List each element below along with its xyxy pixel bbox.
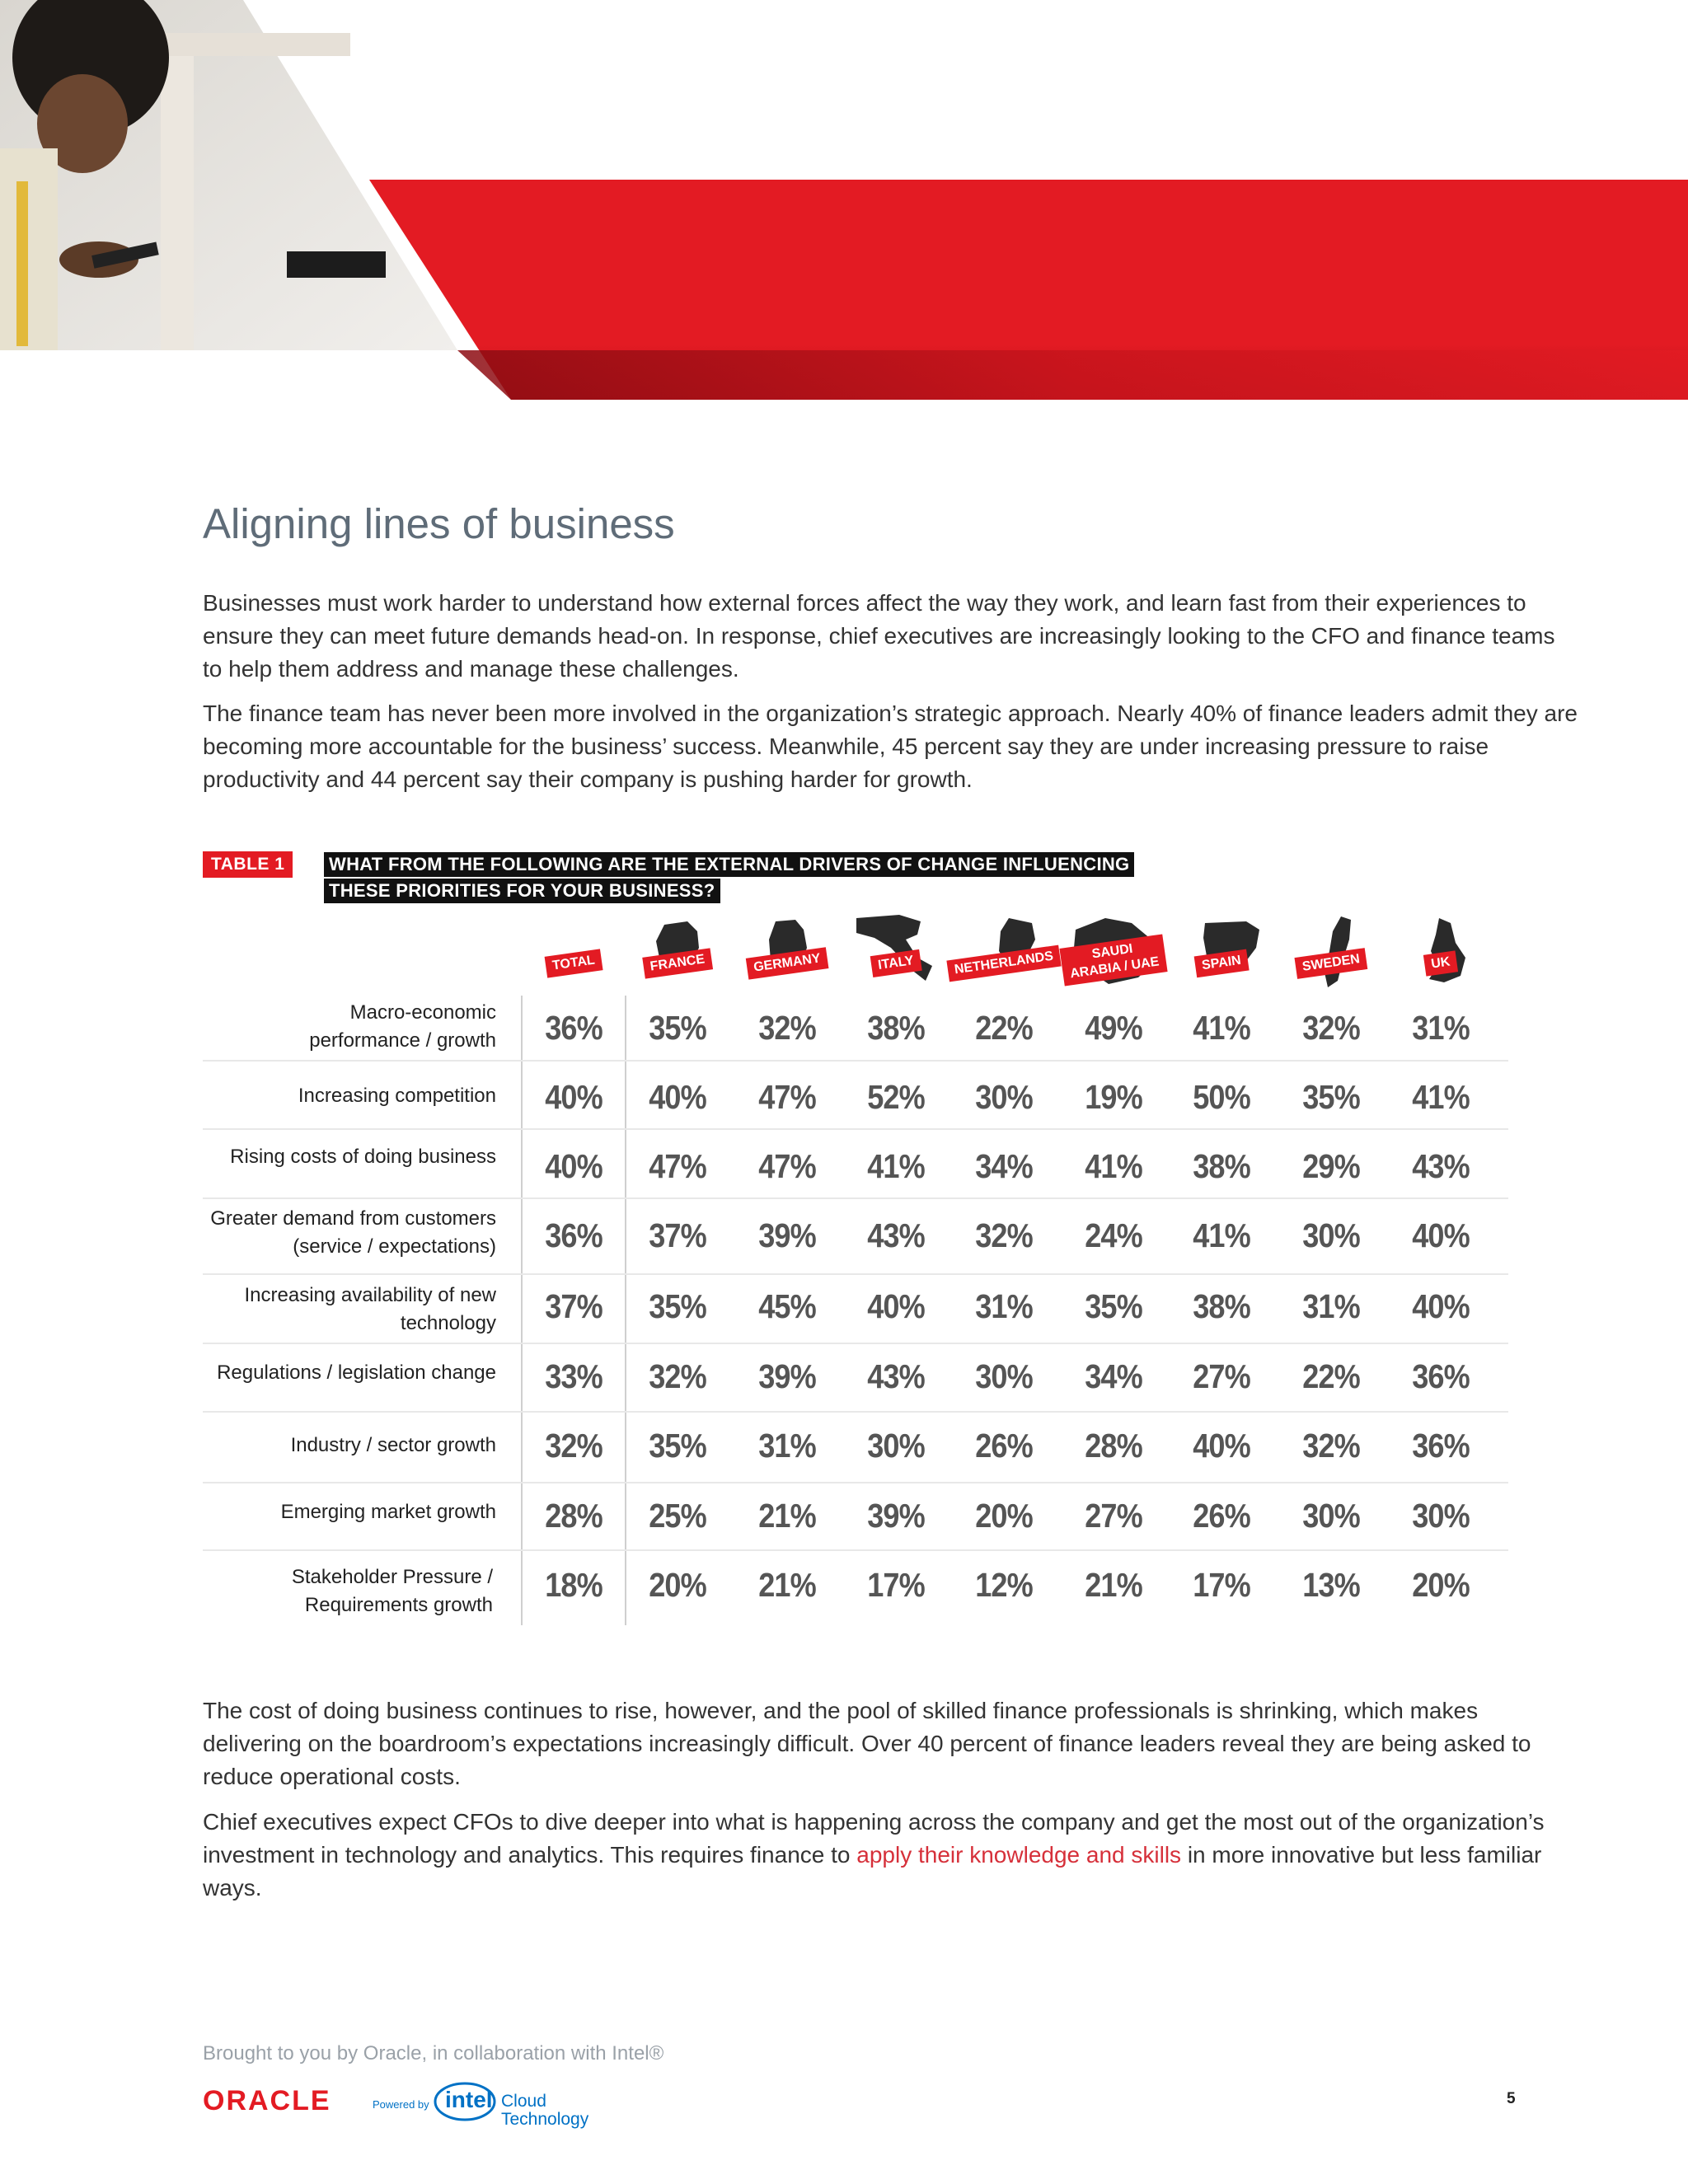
- table-cell: 41%: [1193, 1216, 1250, 1254]
- table-cell: 40%: [649, 1078, 706, 1116]
- column-saudi-uae: [1059, 915, 1168, 989]
- table-cell: 37%: [545, 1287, 603, 1325]
- table-cell: 30%: [867, 1427, 925, 1465]
- column-netherlands: [950, 915, 1058, 989]
- column-total: [519, 915, 628, 989]
- table-cell: 30%: [975, 1078, 1033, 1116]
- table-cell: 30%: [1302, 1497, 1360, 1535]
- table-cell: 41%: [867, 1147, 925, 1185]
- column-uk: [1386, 915, 1495, 989]
- table-cell: 41%: [1085, 1147, 1142, 1185]
- table-cell: 26%: [1193, 1497, 1250, 1535]
- table-cell: 21%: [758, 1566, 816, 1604]
- label-divider-line: [521, 996, 523, 1625]
- table-cell: 22%: [975, 1009, 1033, 1047]
- column-label: TOTAL: [545, 949, 603, 977]
- row-separator: [203, 1411, 1508, 1413]
- table-cell: 31%: [758, 1427, 816, 1465]
- table-cell: 39%: [758, 1216, 816, 1254]
- table-cell: 47%: [649, 1147, 706, 1185]
- table-cell: 43%: [867, 1357, 925, 1395]
- table-cell: 17%: [1193, 1566, 1250, 1604]
- table-cell: 39%: [867, 1497, 925, 1535]
- table-cell: 35%: [1085, 1287, 1142, 1325]
- column-sweden: [1277, 915, 1386, 989]
- column-label: UK: [1423, 950, 1458, 976]
- table-cell: 47%: [758, 1078, 816, 1116]
- table-cell: 21%: [1085, 1566, 1142, 1604]
- table-cell: 22%: [1302, 1357, 1360, 1395]
- table-cell: 45%: [758, 1287, 816, 1325]
- table-cell: 49%: [1085, 1009, 1142, 1047]
- table-cell: 31%: [1412, 1009, 1470, 1047]
- table-cell: 39%: [758, 1357, 816, 1395]
- table-cell: 36%: [545, 1216, 603, 1254]
- table-cell: 40%: [1412, 1216, 1470, 1254]
- table-cell: 50%: [1193, 1078, 1250, 1116]
- table-cell: 36%: [1412, 1357, 1470, 1395]
- table-cell: 31%: [1302, 1287, 1360, 1325]
- intel-brand: intel: [445, 2087, 493, 2112]
- table-cell: 41%: [1193, 1009, 1250, 1047]
- column-label: SPAIN: [1194, 949, 1250, 978]
- table-cell: 43%: [867, 1216, 925, 1254]
- knowledge-skills-link[interactable]: apply their knowledge and skills: [856, 1842, 1182, 1868]
- table-question-line-2: THESE PRIORITIES FOR YOUR BUSINESS?: [324, 879, 720, 903]
- table-cell: 38%: [1193, 1287, 1250, 1325]
- row-separator: [203, 1060, 1508, 1062]
- cfo-paragraph-end: in more innovative but less familiar ways.: [203, 1842, 1542, 1900]
- column-germany: [733, 915, 842, 989]
- row-separator: [203, 1343, 1508, 1344]
- footer-credit: Brought to you by Oracle, in collaboration with Intel®: [203, 2042, 664, 2064]
- table-cell: 35%: [649, 1427, 706, 1465]
- column-france: [623, 915, 732, 989]
- table-cell: 34%: [975, 1147, 1033, 1185]
- table-cell: 40%: [545, 1147, 603, 1185]
- column-label: SWEDEN: [1294, 948, 1367, 979]
- column-italy: [842, 915, 950, 989]
- table-cell: 18%: [545, 1566, 603, 1604]
- table-cell: 43%: [1412, 1147, 1470, 1185]
- finance-paragraph: The finance team has never been more involved in the organization’s strategic approach. Nearly 40% of finance leaders admit they are becoming more accountable for the business’ success. Meanwhile, 45 percent say they are under increasing pressure to raise productivity and 44 percent say their company is pushing harder for growth.: [203, 701, 1578, 792]
- table-cell: 32%: [545, 1427, 603, 1465]
- total-divider-line: [625, 996, 626, 1625]
- cost-paragraph: The cost of doing business continues to rise, however, and the pool of skilled finance professionals is shrinking, which makes delivering on the boardroom’s expectations increasingly difficult. Over 40 percent of finance leaders reveal they are being asked to reduce operational costs.: [203, 1698, 1531, 1789]
- row-label-emerging-market: Emerging market growth: [280, 1501, 496, 1523]
- technology-text: Technology: [501, 2110, 589, 2129]
- table-cell: 26%: [975, 1427, 1033, 1465]
- row-separator: [203, 1197, 1508, 1199]
- column-label: GERMANY: [746, 947, 828, 979]
- table-cell: 33%: [545, 1357, 603, 1395]
- table-cell: 29%: [1302, 1147, 1360, 1185]
- table-cell: 34%: [1085, 1357, 1142, 1395]
- column-label-text: SAUDI ARABIA / UAE: [1069, 941, 1160, 982]
- table-cell: 19%: [1085, 1078, 1142, 1116]
- column-label: NETHERLANDS: [946, 945, 1061, 982]
- table-question-line-1: WHAT FROM THE FOLLOWING ARE THE EXTERNAL DRIVERS OF CHANGE INFLUENCING: [324, 852, 1134, 877]
- table-cell: 31%: [975, 1287, 1033, 1325]
- table-cell: 36%: [1412, 1427, 1470, 1465]
- row-label-regulations: Regulations / legislation change: [217, 1361, 496, 1384]
- table-cell: 20%: [1412, 1566, 1470, 1604]
- table-cell: 28%: [1085, 1427, 1142, 1465]
- table-cell: 32%: [758, 1009, 816, 1047]
- hero-banner: [0, 0, 1688, 404]
- table-cell: 30%: [1412, 1497, 1470, 1535]
- table-cell: 52%: [867, 1078, 925, 1116]
- column-label: ITALY: [870, 949, 922, 977]
- table-cell: 35%: [649, 1009, 706, 1047]
- row-separator: [203, 1549, 1508, 1551]
- row-label-customer-demand: Greater demand from customers (service / expectations): [210, 1207, 496, 1258]
- table-cell: 32%: [1302, 1427, 1360, 1465]
- table-cell: 40%: [867, 1287, 925, 1325]
- cfo-paragraph: [203, 1806, 1579, 1905]
- table-cell: 12%: [975, 1566, 1033, 1604]
- powered-by-text: Powered by: [373, 2098, 429, 2111]
- row-separator: [203, 1273, 1508, 1275]
- table-cell: 17%: [867, 1566, 925, 1604]
- table-cell: 36%: [545, 1009, 603, 1047]
- row-label-new-technology: Increasing availability of new technology: [244, 1284, 496, 1334]
- row-separator: [203, 1482, 1508, 1483]
- table-cell: 38%: [867, 1009, 925, 1047]
- table-cell: 27%: [1193, 1357, 1250, 1395]
- intel-cloud-badge: [373, 2079, 587, 2131]
- table-cell: 40%: [1412, 1287, 1470, 1325]
- oracle-logo: ORACLE: [203, 2085, 331, 2116]
- table-cell: 21%: [758, 1497, 816, 1535]
- cloud-text: Cloud: [501, 2092, 546, 2111]
- row-label-stakeholder: Stakeholder Pressure / Requirements growth: [291, 1566, 493, 1616]
- column-label: FRANCE: [642, 948, 712, 978]
- table-cell: 32%: [975, 1216, 1033, 1254]
- intro-paragraph: Businesses must work harder to understand how external forces affect the way they work, and learn fast from their experiences to ensure they can meet future demands head-on. In response, chief executives are increasingly looking to the CFO and finance teams to help them address and manage these challenges.: [203, 590, 1555, 682]
- cfo-paragraph-start: Chief executives expect CFOs to dive deeper into what is happening across the company and get the most out of the organization’s investment in technology and analytics. This requires finance to: [203, 1809, 1545, 1868]
- column-spain: [1167, 915, 1276, 989]
- table-cell: 40%: [1193, 1427, 1250, 1465]
- table-cell: 41%: [1412, 1078, 1470, 1116]
- table-cell: 47%: [758, 1147, 816, 1185]
- table-cell: 25%: [649, 1497, 706, 1535]
- table-cell: 28%: [545, 1497, 603, 1535]
- hero-photo: [0, 0, 457, 350]
- row-label-industry-growth: Industry / sector growth: [290, 1434, 496, 1456]
- table-cell: 35%: [649, 1287, 706, 1325]
- row-label-competition: Increasing competition: [298, 1085, 496, 1107]
- section-title: Aligning lines of business: [203, 500, 675, 547]
- table-cell: 13%: [1302, 1566, 1360, 1604]
- table-cell: 40%: [545, 1078, 603, 1116]
- table-cell: 30%: [1302, 1216, 1360, 1254]
- table-cell: 24%: [1085, 1216, 1142, 1254]
- table-cell: 32%: [1302, 1009, 1360, 1047]
- row-label-rising-costs: Rising costs of doing business: [230, 1146, 496, 1168]
- table-cell: 20%: [649, 1566, 706, 1604]
- table-cell: 35%: [1302, 1078, 1360, 1116]
- table-cell: 38%: [1193, 1147, 1250, 1185]
- row-separator: [203, 1128, 1508, 1130]
- table-cell: 20%: [975, 1497, 1033, 1535]
- table-cell: 37%: [649, 1216, 706, 1254]
- page-number: 5: [1507, 2090, 1516, 2107]
- table-cell: 32%: [649, 1357, 706, 1395]
- table-cell: 30%: [975, 1357, 1033, 1395]
- row-label-macro-economic: Macro-economic performance / growth: [309, 1001, 496, 1052]
- table-cell: 27%: [1085, 1497, 1142, 1535]
- table-tag: TABLE 1: [203, 851, 293, 878]
